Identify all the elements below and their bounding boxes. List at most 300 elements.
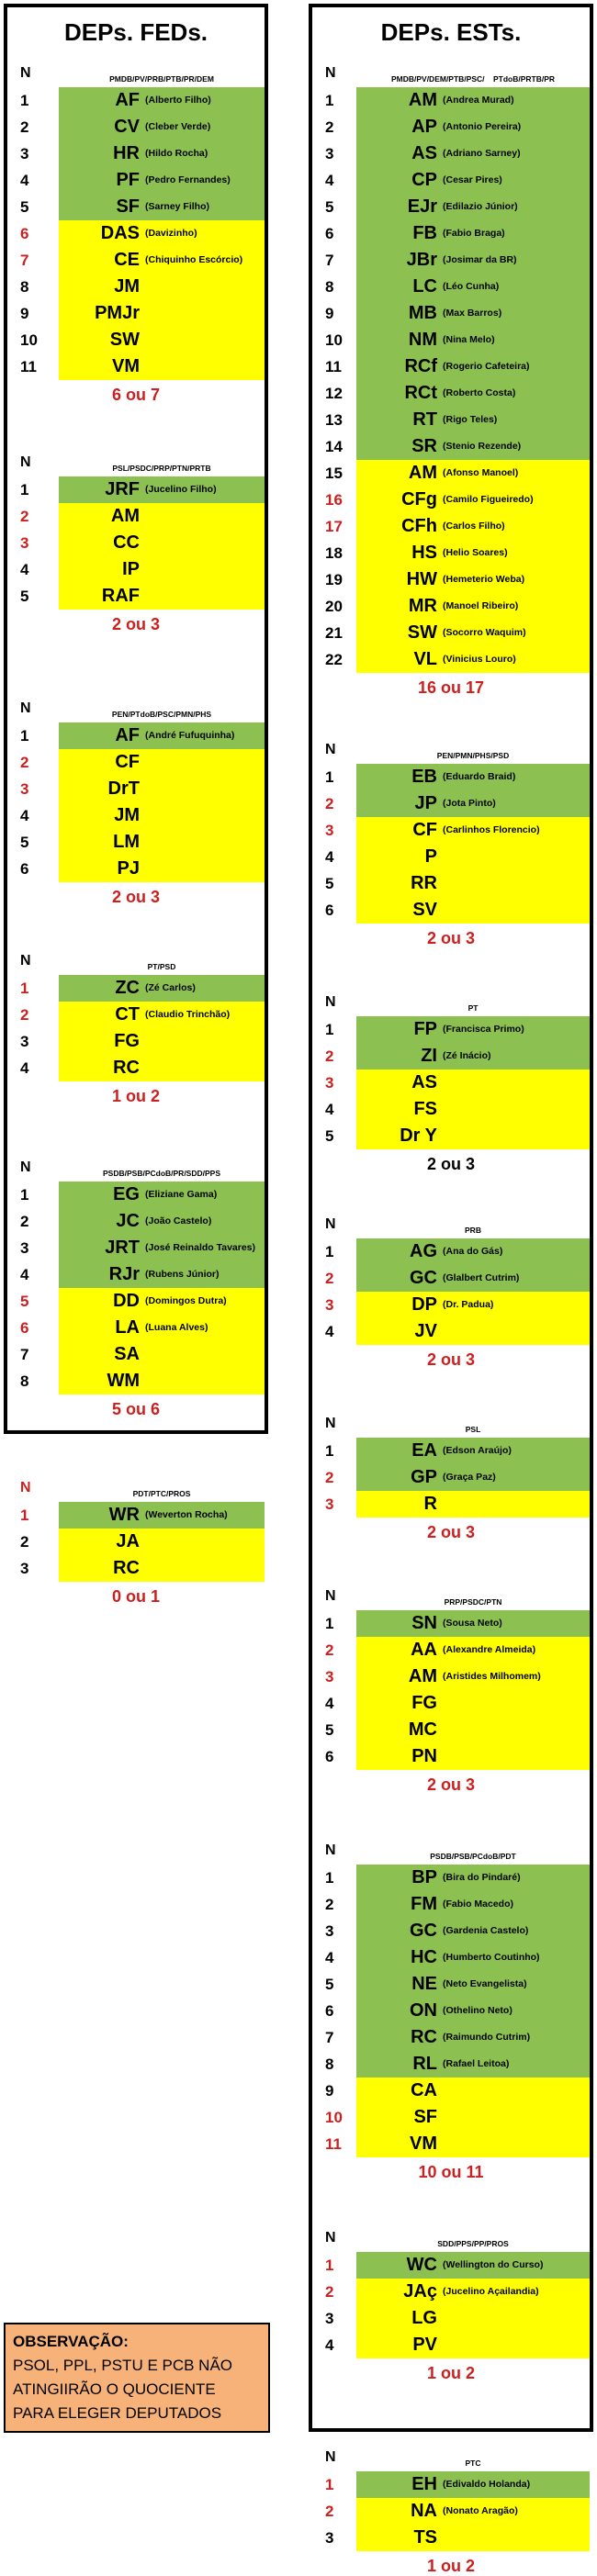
candidate-number: 3 <box>325 1668 334 1686</box>
candidate-name: (Cleber Verde) <box>145 120 211 132</box>
candidate-abbreviation: SF <box>116 196 140 217</box>
candidate-abbreviation: ON <box>410 2000 437 2021</box>
group-header <box>312 1586 590 1610</box>
candidate-cell <box>356 1016 590 1043</box>
note-line: ATINGIIRÃO O QUOCIENTE <box>13 2380 216 2398</box>
candidate-row <box>312 407 590 433</box>
candidate-name: (Nina Melo) <box>443 333 495 345</box>
candidate-number: 1 <box>20 1506 29 1524</box>
party-group <box>7 951 265 1106</box>
candidate-row <box>312 1292 590 1318</box>
group-header <box>7 1478 265 1502</box>
candidate-cell <box>59 140 265 167</box>
candidate-number: 7 <box>20 1346 29 1363</box>
candidate-abbreviation: SW <box>407 622 437 643</box>
candidate-row <box>312 1637 590 1663</box>
candidate-row <box>312 593 590 620</box>
n-column-header: N <box>20 953 31 969</box>
candidate-cell <box>59 114 265 140</box>
candidate-number: 3 <box>325 1074 334 1092</box>
party-group <box>312 1414 590 1542</box>
candidate-cell <box>356 1265 590 1292</box>
candidate-cell <box>356 87 590 114</box>
candidate-abbreviation: RL <box>412 2054 437 2074</box>
candidate-cell <box>356 1971 590 1998</box>
candidate-row <box>7 274 265 300</box>
candidate-abbreviation: WM <box>107 1371 140 1391</box>
candidate-abbreviation: FG <box>114 1031 140 1051</box>
candidate-number: 10 <box>325 2109 343 2126</box>
candidate-row <box>312 353 590 380</box>
candidate-name: (Eliziane Gama) <box>145 1188 218 1200</box>
candidate-number: 2 <box>20 1213 29 1230</box>
candidate-abbreviation: LM <box>113 832 140 852</box>
candidate-row <box>7 1055 265 1081</box>
candidate-row <box>312 487 590 513</box>
candidate-name: (Helio Soares) <box>443 546 508 558</box>
candidate-number: 4 <box>325 1695 334 1712</box>
candidate-name: (Francisca Primo) <box>443 1023 524 1035</box>
candidate-number: 9 <box>20 305 29 322</box>
seat-projection: 1 ou 2 <box>426 2364 475 2382</box>
candidate-cell <box>356 1043 590 1070</box>
candidate-number: 6 <box>20 860 29 878</box>
candidate-row <box>312 817 590 844</box>
candidate-row <box>7 300 265 327</box>
candidate-number: 3 <box>325 1296 334 1314</box>
candidate-number: 6 <box>325 902 334 919</box>
candidate-cell <box>356 2252 590 2279</box>
candidate-cell <box>356 2104 590 2131</box>
candidate-number: 2 <box>325 1641 334 1659</box>
candidate-row <box>312 300 590 327</box>
candidate-row <box>7 114 265 140</box>
n-column-header: N <box>325 994 336 1010</box>
candidate-abbreviation: AM <box>408 463 437 483</box>
candidate-abbreviation: MB <box>408 303 437 323</box>
candidate-abbreviation: GC <box>410 1268 437 1288</box>
candidate-number: 2 <box>325 1896 334 1913</box>
candidate-abbreviation: RR <box>411 873 437 893</box>
candidate-abbreviation: HR <box>113 143 140 163</box>
candidate-row <box>7 476 265 503</box>
candidate-cell <box>59 476 265 503</box>
candidate-number: 6 <box>20 1319 29 1337</box>
candidate-name: (Graça Paz) <box>443 1471 496 1483</box>
n-column-header: N <box>325 742 336 757</box>
coalition-label: PTC <box>465 2458 481 2468</box>
candidate-number: 14 <box>325 438 343 455</box>
candidate-name: (Hildo Rocha) <box>145 147 208 159</box>
candidate-row <box>312 247 590 274</box>
candidate-row <box>312 2279 590 2305</box>
coalition-label: PDT/PTC/PROS <box>132 1489 191 1498</box>
candidate-number: 1 <box>20 727 29 745</box>
coalition-label: PEN/PTdoB/PSC/PMN/PHS <box>111 710 212 719</box>
candidate-abbreviation: PF <box>116 170 140 190</box>
candidate-row <box>312 2104 590 2131</box>
candidate-row <box>7 1208 265 1235</box>
candidate-name: (Domingos Dutra) <box>145 1294 227 1306</box>
candidate-name: (Humberto Coutinho) <box>443 1951 540 1963</box>
candidate-cell <box>59 530 265 556</box>
candidate-row <box>312 646 590 673</box>
candidate-cell <box>59 503 265 530</box>
candidate-name: (Edivaldo Holanda) <box>443 2478 531 2490</box>
candidate-name: (Edilazio Júnior) <box>443 200 518 212</box>
candidate-number: 4 <box>20 807 29 824</box>
candidate-row <box>7 194 265 220</box>
candidate-cell <box>356 764 590 790</box>
candidate-abbreviation: ZC <box>115 978 140 998</box>
candidate-abbreviation: AP <box>411 117 437 137</box>
candidate-number: 11 <box>20 358 37 375</box>
note-title: OBSERVAÇÃO: <box>13 2333 129 2350</box>
candidate-abbreviation: NE <box>411 1974 437 1994</box>
candidate-row <box>312 566 590 593</box>
candidate-name: (Afonso Manoel) <box>443 466 519 478</box>
group-header <box>312 2228 590 2252</box>
candidate-row <box>312 764 590 790</box>
candidate-row <box>7 1182 265 1208</box>
coalition-label: PMDB/PV/PRB/PTB/PR/DEM <box>109 74 214 84</box>
seat-projection: 0 ou 1 <box>111 1587 160 1606</box>
candidate-name: (Jota Pinto) <box>443 797 496 809</box>
candidate-abbreviation: JAç <box>403 2281 437 2302</box>
n-column-header: N <box>325 2230 336 2246</box>
candidate-row <box>312 274 590 300</box>
candidate-number: 13 <box>325 411 343 429</box>
candidate-abbreviation: LG <box>411 2308 437 2328</box>
candidate-abbreviation: CE <box>114 250 140 270</box>
candidate-cell <box>356 167 590 194</box>
party-group <box>312 992 590 1174</box>
n-column-header: N <box>20 65 31 81</box>
candidate-abbreviation: EB <box>411 767 437 787</box>
candidate-abbreviation: FS <box>413 1099 437 1119</box>
candidate-abbreviation: WC <box>406 2255 437 2275</box>
coalition-label: PEN/PMN/PHS/PSD <box>436 751 510 760</box>
candidate-cell <box>356 2332 590 2358</box>
candidate-row <box>312 1238 590 1265</box>
candidate-cell <box>356 1637 590 1663</box>
candidate-name: (Dr. Padua) <box>443 1298 494 1310</box>
candidate-cell <box>59 1341 265 1368</box>
candidate-abbreviation: GP <box>411 1467 437 1487</box>
candidate-cell <box>356 1717 590 1743</box>
candidate-name: (Sousa Neto) <box>443 1617 502 1629</box>
group-header <box>312 1215 590 1238</box>
candidate-name: (Socorro Waquim) <box>443 626 526 638</box>
candidate-row <box>7 975 265 1002</box>
candidate-row <box>312 2332 590 2358</box>
candidate-name: (Othelino Neto) <box>443 2004 513 2016</box>
candidate-number: 5 <box>325 198 334 216</box>
candidate-abbreviation: PN <box>411 1746 437 1766</box>
candidate-abbreviation: SA <box>114 1344 140 1364</box>
candidate-abbreviation: JP <box>414 793 437 813</box>
candidate-row <box>312 2525 590 2551</box>
group-header <box>312 2447 590 2471</box>
candidate-row <box>312 114 590 140</box>
candidate-name: (Neto Evangelista) <box>443 1977 527 1989</box>
candidate-name: (Max Barros) <box>443 307 502 319</box>
candidate-name: (Zé Inácio) <box>443 1049 491 1061</box>
candidate-name: (Claudio Trinchão) <box>145 1008 231 1020</box>
candidate-number: 1 <box>325 2257 334 2274</box>
candidate-cell <box>356 1865 590 1891</box>
seat-projection: 16 ou 17 <box>417 678 485 697</box>
candidate-cell <box>356 1070 590 1096</box>
candidate-row <box>312 1096 590 1123</box>
candidate-row <box>7 1235 265 1261</box>
n-column-header: N <box>325 2449 336 2465</box>
candidate-number: 1 <box>325 1869 334 1887</box>
n-column-header: N <box>325 1416 336 1431</box>
candidate-number: 16 <box>325 491 343 509</box>
candidate-abbreviation: IP <box>122 559 140 579</box>
seat-projection: 2 ou 3 <box>426 1155 475 1173</box>
candidate-number: 3 <box>20 145 29 162</box>
candidate-row <box>312 2051 590 2078</box>
candidate-cell <box>59 220 265 247</box>
candidate-number: 8 <box>20 1372 29 1390</box>
candidate-cell <box>356 1238 590 1265</box>
candidate-cell <box>356 2498 590 2525</box>
candidate-row <box>7 530 265 556</box>
candidate-abbreviation: AM <box>408 1666 437 1686</box>
candidate-row <box>7 829 265 856</box>
candidate-number: 4 <box>20 561 29 578</box>
coalition-label: PSDB/PSB/PCdoB/PDT <box>430 1852 516 1861</box>
candidate-cell <box>356 1464 590 1491</box>
candidate-row <box>7 1502 265 1529</box>
candidate-row <box>312 790 590 817</box>
candidate-name: (Raimundo Cutrim) <box>443 2031 531 2043</box>
party-group <box>7 1478 265 1607</box>
n-column-header: N <box>20 1159 31 1175</box>
n-column-header: N <box>20 454 31 470</box>
candidate-abbreviation: AG <box>410 1241 437 1261</box>
candidate-cell <box>356 897 590 924</box>
federal-title: DEPs. FEDs. <box>63 18 208 46</box>
candidate-cell <box>356 140 590 167</box>
candidate-name: (Aristides Milhomem) <box>443 1670 541 1682</box>
candidate-number: 4 <box>20 1266 29 1283</box>
candidate-number: 2 <box>325 1047 334 1065</box>
candidate-cell <box>356 1743 590 1770</box>
candidate-abbreviation: R <box>423 1494 437 1514</box>
candidate-name: (Bira do Pindaré) <box>443 1871 521 1883</box>
candidate-name: (Davizinho) <box>145 227 197 239</box>
coalition-label: PRB <box>465 1226 481 1235</box>
candidate-number: 3 <box>325 1922 334 1940</box>
candidate-abbreviation: NA <box>411 2501 437 2521</box>
candidate-row <box>312 1918 590 1944</box>
candidate-cell <box>59 1055 265 1081</box>
candidate-abbreviation: DD <box>113 1291 140 1311</box>
estadual-title: DEPs. ESTs. <box>380 18 522 46</box>
candidate-cell <box>356 1292 590 1318</box>
candidate-name: (Weverton Rocha) <box>145 1508 228 1520</box>
n-column-header: N <box>20 1480 31 1495</box>
candidate-number: 10 <box>20 331 38 349</box>
candidate-number: 20 <box>325 598 343 615</box>
candidate-row <box>312 540 590 566</box>
candidate-number: 3 <box>20 1560 29 1577</box>
candidate-number: 2 <box>325 1270 334 1287</box>
n-column-header: N <box>325 1216 336 1232</box>
candidate-cell <box>59 1368 265 1394</box>
candidate-name: (Léo Cunha) <box>443 280 500 292</box>
candidate-row <box>7 1368 265 1394</box>
coalition-label: PT <box>467 1003 479 1013</box>
seat-projection: 2 ou 3 <box>426 1350 475 1369</box>
candidate-abbreviation: AM <box>408 90 437 110</box>
candidate-row <box>312 2498 590 2525</box>
candidate-number: 5 <box>20 834 29 851</box>
candidate-number: 12 <box>325 385 343 402</box>
candidate-cell <box>356 353 590 380</box>
candidate-cell <box>356 327 590 353</box>
group-header <box>312 1841 590 1865</box>
party-group <box>312 740 590 948</box>
candidate-cell <box>59 87 265 114</box>
candidate-cell <box>356 460 590 487</box>
candidate-row <box>7 583 265 610</box>
candidate-name: (Carlos Filho) <box>443 520 505 532</box>
candidate-abbreviation: VM <box>410 2134 437 2154</box>
n-column-header: N <box>325 1842 336 1858</box>
candidate-row <box>312 870 590 897</box>
group-header <box>7 1158 265 1182</box>
candidate-cell <box>356 114 590 140</box>
candidate-abbreviation: VM <box>112 356 140 376</box>
candidate-number: 2 <box>20 1006 29 1024</box>
estadual-groups <box>312 63 590 2576</box>
candidate-row <box>7 1341 265 1368</box>
candidate-number: 2 <box>20 508 29 525</box>
candidate-cell <box>356 1491 590 1518</box>
candidate-number: 9 <box>325 2082 334 2100</box>
candidate-row <box>312 897 590 924</box>
candidate-abbreviation: BP <box>411 1867 437 1887</box>
candidate-number: 6 <box>325 225 334 242</box>
candidate-abbreviation: AM <box>110 506 140 526</box>
candidate-number: 7 <box>20 252 29 269</box>
candidate-abbreviation: CV <box>114 117 140 137</box>
seat-projection: 2 ou 3 <box>426 929 475 947</box>
candidate-number: 9 <box>325 305 334 322</box>
candidate-abbreviation: CFh <box>401 516 437 536</box>
candidate-cell <box>356 487 590 513</box>
candidate-row <box>312 1663 590 1690</box>
candidate-number: 5 <box>325 1127 334 1145</box>
candidate-number: 17 <box>325 518 343 535</box>
candidate-cell <box>356 2305 590 2332</box>
candidate-number: 5 <box>20 588 29 605</box>
candidate-number: 4 <box>20 1059 29 1077</box>
candidate-cell <box>356 1918 590 1944</box>
candidate-abbreviation: AF <box>115 725 140 745</box>
group-header <box>7 63 265 87</box>
candidate-row <box>312 167 590 194</box>
candidate-number: 4 <box>325 848 334 866</box>
candidate-row <box>312 620 590 646</box>
candidate-name: (Nonato Aragão) <box>443 2504 518 2516</box>
candidate-cell <box>59 1028 265 1055</box>
candidate-number: 22 <box>325 651 343 668</box>
candidate-abbreviation: SW <box>109 330 140 350</box>
candidate-cell <box>59 194 265 220</box>
candidate-row <box>7 722 265 749</box>
candidate-row <box>312 2131 590 2157</box>
candidate-name: (Cesar Pires) <box>443 174 502 185</box>
candidate-name: (André Fufuquinha) <box>145 729 235 741</box>
candidate-cell <box>356 380 590 407</box>
candidate-abbreviation: JM <box>114 805 140 825</box>
candidate-cell <box>356 1663 590 1690</box>
candidate-row <box>7 353 265 380</box>
candidate-abbreviation: CC <box>113 532 140 553</box>
candidate-cell <box>356 1318 590 1345</box>
candidate-number: 1 <box>325 1021 334 1038</box>
candidate-row <box>312 1998 590 2024</box>
candidate-name: (Rubens Júnior) <box>145 1268 220 1280</box>
candidate-abbreviation: EH <box>411 2474 437 2494</box>
candidate-abbreviation: SN <box>411 1613 437 1633</box>
candidate-number: 3 <box>325 145 334 162</box>
candidate-abbreviation: HC <box>411 1947 437 1967</box>
coalition-label: SDD/PPS/PP/PROS <box>437 2239 509 2248</box>
candidate-row <box>312 1070 590 1096</box>
n-column-header: N <box>325 65 336 81</box>
party-group <box>312 1215 590 1370</box>
candidate-cell <box>356 817 590 844</box>
candidate-row <box>312 380 590 407</box>
candidate-row <box>7 776 265 802</box>
candidate-cell <box>356 2525 590 2551</box>
candidate-number: 2 <box>325 2283 334 2301</box>
candidate-number: 5 <box>325 1976 334 1993</box>
candidate-number: 2 <box>325 118 334 136</box>
candidate-cell <box>356 194 590 220</box>
candidate-name: (Gardenia Castelo) <box>443 1924 529 1936</box>
candidate-abbreviation: CT <box>115 1004 140 1025</box>
candidate-number: 4 <box>325 1323 334 1340</box>
candidate-abbreviation: FB <box>412 223 437 243</box>
candidate-cell <box>59 975 265 1002</box>
candidate-number: 7 <box>325 2029 334 2046</box>
seat-projection: 6 ou 7 <box>111 386 160 404</box>
candidate-number: 4 <box>325 2336 334 2354</box>
candidate-abbreviation: RCf <box>404 356 437 376</box>
candidate-name: (Zé Carlos) <box>145 981 196 993</box>
candidate-number: 1 <box>20 481 29 498</box>
candidate-row <box>312 2024 590 2051</box>
candidate-row <box>312 1891 590 1918</box>
candidate-cell <box>356 2131 590 2157</box>
seat-projection: 2 ou 3 <box>426 1775 475 1794</box>
candidate-cell <box>59 583 265 610</box>
seat-projection: 5 ou 6 <box>111 1400 160 1418</box>
group-header <box>7 453 265 476</box>
candidate-name: (Vinicius Louro) <box>443 653 516 665</box>
candidate-row <box>7 1261 265 1288</box>
candidate-abbreviation: PV <box>412 2335 437 2355</box>
candidate-abbreviation: JBr <box>406 250 437 270</box>
candidate-cell <box>356 1998 590 2024</box>
